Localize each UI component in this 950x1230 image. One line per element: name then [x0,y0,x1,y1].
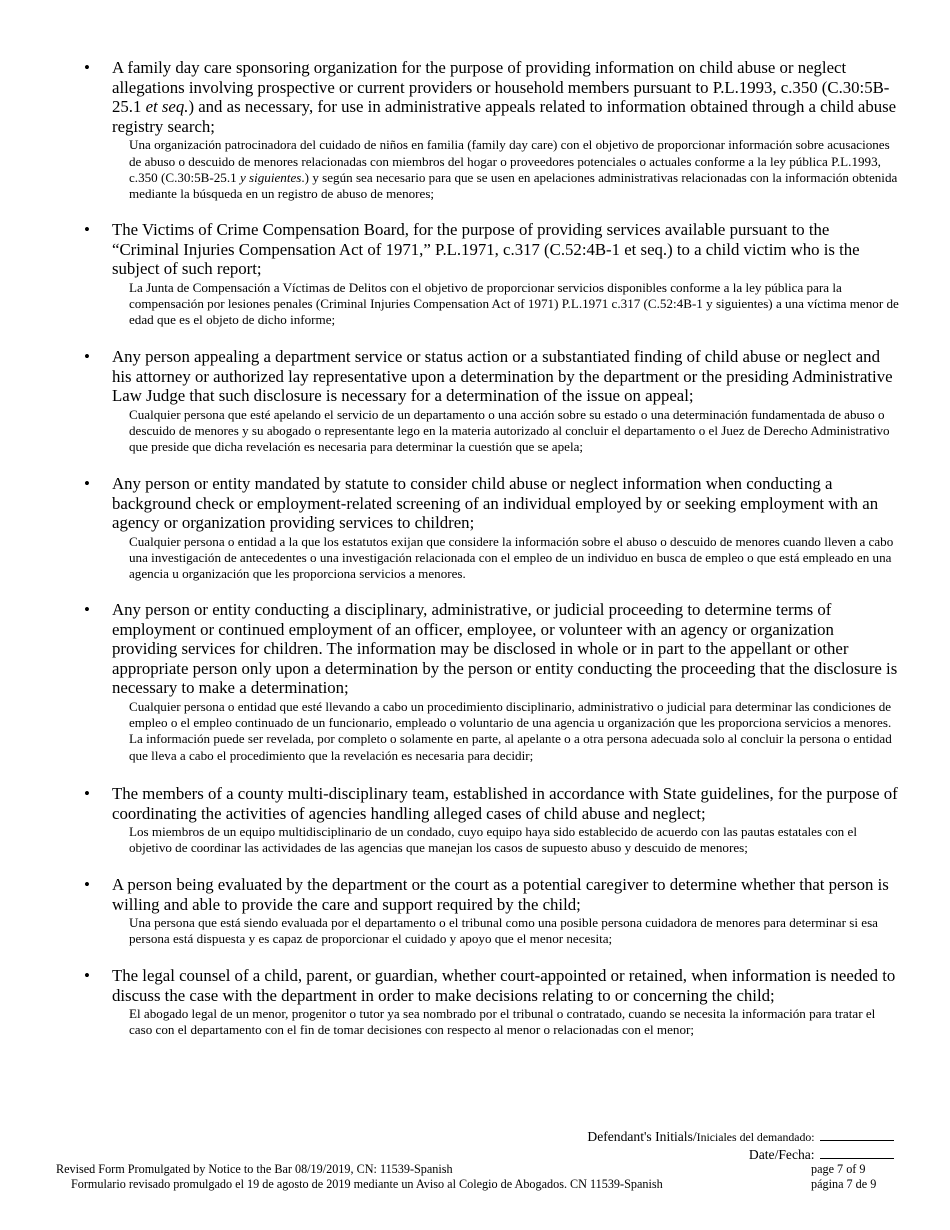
bullet: • [84,966,90,985]
list-item [84,875,899,948]
page-number-es: página 7 de 9 [811,1177,877,1191]
footer-form-notice-es: Formulario revisado promulgado el 19 de agosto de 2019 mediante un Aviso al Colegio de Abogados. CN 11539-Spanish [71,1177,663,1191]
list-item [84,600,899,764]
item-spanish-text: Una persona que está siendo evaluada por el departamento o el tribunal como una posible persona cuidadora de menores para determinar si esa persona está dispuesta y es capaz de proporcionar el cuidado y apoyo que el menor necesita; [129,915,878,947]
bullet: • [84,58,90,77]
item-english-text: Any person appealing a department service or status action or a substantiated finding of child abuse or neglect and his attorney or authorized lay representative upon a determination by the department or the presiding Administrative Law Judge that such disclosure is necessary for a determination of the issue on appeal; [112,347,893,406]
date-blank[interactable] [820,1146,894,1159]
bullet: • [84,220,90,239]
item-english-text: Any person or entity conducting a disciplinary, administrative, or judicial proceeding to determine terms of employment or continued employment of an officer, employee, or volunteer with an agency or organization providing services for children. The information may be disclosed in whole or in part to the appellant or other appropriate person only upon a determination by the person or entity conducting the proceeding that the disclosure is necessary to make a determination; [112,600,898,698]
defendant-initials-field [587,1128,894,1145]
item-spanish-text: Cualquier persona o entidad que esté llevando a cabo un procedimiento disciplinario, administrativo o judicial para determinar las condiciones de empleo o el empleo continuado de un funcionario, empleado o voluntario de una agencia u organización que les proporciona servicios a menores. La información puede ser revelada, por completo o solamente en parte, al apelante o a otra persona adecuada solo al concluir la persona o entidad que lleva a cabo el procedimiento que la revelación es necesaria para decidir; [129,698,892,763]
initials-label-en: Defendant's Initials/ [587,1129,697,1144]
list-item [84,966,899,1039]
item-spanish-text: La Junta de Compensación a Víctimas de Delitos con el objetivo de proporcionar servicios disponibles conforme a la ley pública para la compensación por lesiones penales (Criminal Injuries Compensation Act of 1971) P.L.1971 c.317 (C.52:4B-1 y siguientes) a una víctima menor de edad que es el objeto de dicho informe; [129,279,899,328]
bullet: • [84,875,90,894]
item-spanish-text: Los miembros de un equipo multidisciplinario de un condado, cuyo equipo haya sido establecido de acuerdo con las pautas estatales con el objetivo de coordinar las actividades de las agencias que manejan los casos de supuesto abuso y descuido de menores; [129,824,857,856]
item-spanish-text: El abogado legal de un menor, progenitor o tutor ya sea nombrado por el tribunal o contratado, cuando se necesita la información para tratar el caso con el departamento con el fin de tomar decisiones con respecto al menor o relacionadas con el menor; [129,1006,876,1038]
bullet: • [84,600,90,619]
list-item [84,474,899,582]
item-spanish-text: Cualquier persona o entidad a la que los estatutos exijan que considere la información sobre el abuso o descuido de menores cuando lleven a cabo una investigación de antecedentes o una investigación relacionada con el empleo de un individuo en busca de empleo o que está empleado en una agencia u organización que les proporciona servicios a menores. [129,533,894,582]
item-spanish-text: Cualquier persona que esté apelando el servicio de un departamento o una acción sobre su estado o una determinación fundamentada de abuso o descuido de menores y su abogado o representante lego en la materia autorizado al concluir el departamento o el Juez de Derecho Administrativo que preside que dicha revelación es necesaria para determinar la cuestión que se apela; [129,406,890,455]
item-english-text: A family day care sponsoring organization for the purpose of providing information on child abuse or neglect allegations involving prospective or current providers or household members pursuant to P.L.1993, c.350 (C.30:5B-25.1 et seq.) and as necessary, for use in administrative appeals related to information obtained through a child abuse registry search; [112,58,897,136]
item-english-text: Any person or entity mandated by statute to consider child abuse or neglect information when conducting a background check or employment-related screening of an individual employed by or seeking employment with an agency or organization providing services to children; [112,474,879,533]
item-english-text: The Victims of Crime Compensation Board, for the purpose of providing services available pursuant to the “Criminal Injuries Compensation Act of 1971,” P.L.1971, c.317 (C.52:4B-1 et seq.) to a child victim who is the subject of such report; [112,220,860,279]
bullet: • [84,784,90,803]
footer-form-notice-en: Revised Form Promulgated by Notice to the Bar 08/19/2019, CN: 11539-Spanish [56,1162,453,1176]
item-spanish-text: Una organización patrocinadora del cuidado de niños en familia (family day care) con el objetivo de proporcionar información sobre acusaciones de abuso o descuido de menores relacionadas con miembros del hogar o proveedores potenciales o actuales conforme a la ley pública P.L.1993, c.350 (C.30:5B-25.1 y siguientes.) y según sea necesario para que se usen en apelaciones administrativas relacionadas con la información obtenida mediante la búsqueda en un registro de abuso de menores; [129,137,898,201]
date-label: Date/Fecha: [748,1147,815,1162]
bullet: • [84,474,90,493]
item-english-text: A person being evaluated by the department or the court as a potential caregiver to determine whether that person is willing and able to provide the care and support required by the child; [112,875,889,914]
item-english-text: The members of a county multi-disciplinary team, established in accordance with State guidelines, for the purpose of coordinating the activities of agencies handling alleged cases of child abuse and neglect; [112,784,898,823]
date-field [749,1146,894,1163]
initials-blank[interactable] [820,1128,894,1141]
item-english-text: The legal counsel of a child, parent, or guardian, whether court-appointed or retained, when information is needed to discuss the case with the department in order to make decisions relating to or concerning the child; [112,966,896,1005]
bullet: • [84,347,90,366]
page-number-en: page 7 of 9 [811,1162,866,1176]
list-item [84,58,899,202]
list-item [84,347,899,455]
list-item [84,784,899,857]
list-item [84,220,899,328]
initials-label-es: Iniciales del demandado: [696,1130,815,1144]
